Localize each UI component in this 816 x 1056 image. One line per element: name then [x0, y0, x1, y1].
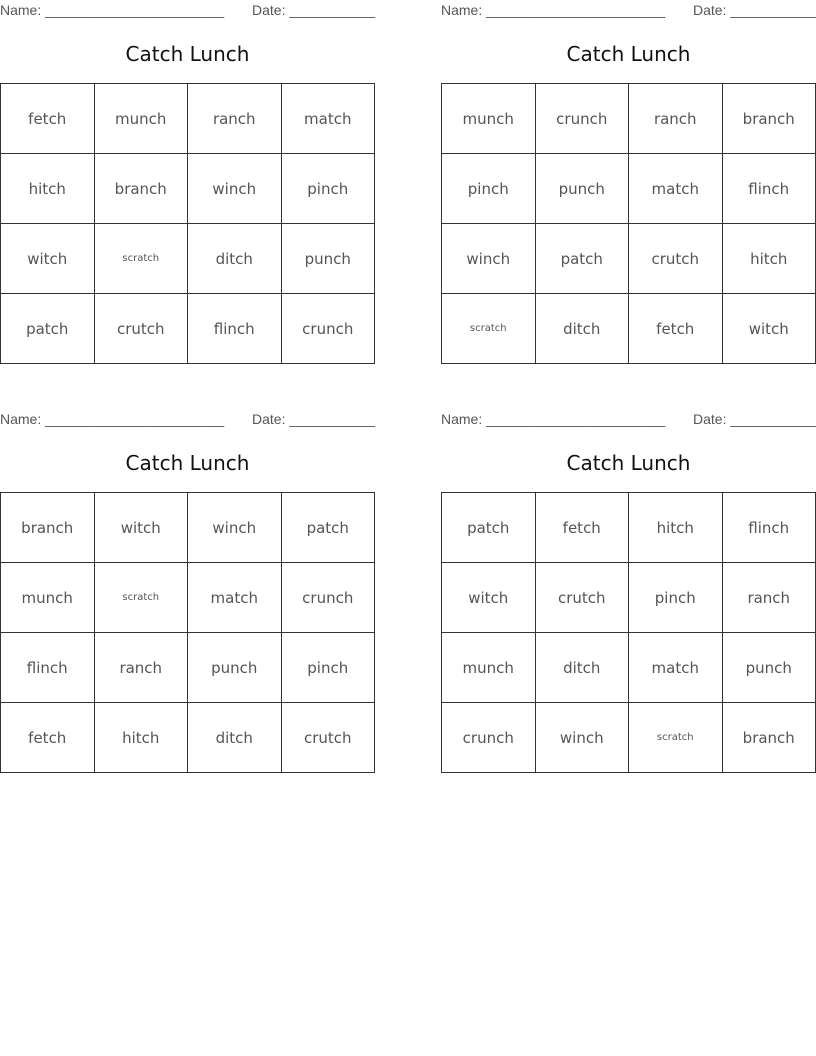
bingo-cell: patch — [442, 493, 536, 563]
bingo-cell: scratch — [94, 563, 188, 633]
bingo-cell: scratch — [629, 703, 723, 773]
bingo-card — [441, 409, 816, 774]
bingo-cell: flinch — [1, 633, 95, 703]
bingo-cell: match — [629, 633, 723, 703]
bingo-row — [1, 154, 375, 224]
bingo-cell: crunch — [535, 84, 629, 154]
bingo-cell: match — [281, 84, 375, 154]
bingo-cell: ranch — [188, 84, 282, 154]
bingo-cell: flinch — [722, 493, 816, 563]
bingo-row — [442, 294, 816, 364]
bingo-cell: ranch — [94, 633, 188, 703]
bingo-row — [442, 633, 816, 703]
bingo-cell: ditch — [535, 294, 629, 364]
name-field: Name: _______________________ — [0, 411, 225, 427]
bingo-cell: crutch — [94, 294, 188, 364]
bingo-row — [1, 563, 375, 633]
bingo-row — [1, 633, 375, 703]
bingo-cell: pinch — [629, 563, 723, 633]
bingo-cell: hitch — [1, 154, 95, 224]
bingo-cell: witch — [722, 294, 816, 364]
bingo-cell: match — [188, 563, 282, 633]
bingo-cell: flinch — [188, 294, 282, 364]
bingo-row — [1, 294, 375, 364]
bingo-cell: witch — [94, 493, 188, 563]
bingo-card — [441, 0, 816, 365]
name-date-row — [0, 2, 375, 20]
bingo-cell: punch — [535, 154, 629, 224]
bingo-cell: munch — [442, 84, 536, 154]
bingo-row — [442, 493, 816, 563]
bingo-cell: branch — [722, 703, 816, 773]
bingo-cell: punch — [722, 633, 816, 703]
bingo-grid — [0, 83, 375, 364]
name-date-row — [441, 2, 816, 20]
bingo-cell: fetch — [629, 294, 723, 364]
bingo-cell: patch — [281, 493, 375, 563]
name-field: Name: _______________________ — [0, 2, 225, 18]
bingo-grid — [0, 492, 375, 773]
bingo-row — [442, 84, 816, 154]
bingo-card — [0, 409, 375, 774]
bingo-row — [1, 493, 375, 563]
bingo-cell: scratch — [94, 224, 188, 294]
bingo-cell: ditch — [188, 703, 282, 773]
bingo-cell: witch — [442, 563, 536, 633]
bingo-row — [442, 563, 816, 633]
date-field: Date: ___________ — [693, 2, 816, 18]
bingo-cell: crutch — [281, 703, 375, 773]
card-title: Catch Lunch — [125, 42, 250, 66]
bingo-cell: patch — [535, 224, 629, 294]
bingo-cell: winch — [535, 703, 629, 773]
bingo-cell: ditch — [188, 224, 282, 294]
bingo-row — [1, 224, 375, 294]
bingo-cell: ranch — [629, 84, 723, 154]
name-date-row — [0, 411, 375, 429]
bingo-row — [442, 154, 816, 224]
bingo-cell: crunch — [442, 703, 536, 773]
name-field: Name: _______________________ — [441, 2, 666, 18]
date-field: Date: ___________ — [252, 411, 375, 427]
bingo-cell: fetch — [1, 703, 95, 773]
bingo-cell: crutch — [535, 563, 629, 633]
bingo-grid — [441, 492, 816, 773]
bingo-cell: winch — [442, 224, 536, 294]
bingo-cell: witch — [1, 224, 95, 294]
bingo-cell: crunch — [281, 563, 375, 633]
bingo-cell: crunch — [281, 294, 375, 364]
bingo-cell: pinch — [281, 154, 375, 224]
bingo-cell: patch — [1, 294, 95, 364]
bingo-card — [0, 0, 375, 365]
bingo-cell: branch — [94, 154, 188, 224]
bingo-row — [1, 703, 375, 773]
date-field: Date: ___________ — [693, 411, 816, 427]
bingo-cell: fetch — [1, 84, 95, 154]
date-field: Date: ___________ — [252, 2, 375, 18]
bingo-cell: flinch — [722, 154, 816, 224]
bingo-cell: crutch — [629, 224, 723, 294]
bingo-cell: scratch — [442, 294, 536, 364]
bingo-cell: hitch — [94, 703, 188, 773]
bingo-row — [442, 703, 816, 773]
bingo-row — [1, 84, 375, 154]
bingo-row — [442, 224, 816, 294]
bingo-cell: winch — [188, 493, 282, 563]
name-field: Name: _______________________ — [441, 411, 666, 427]
bingo-cell: ranch — [722, 563, 816, 633]
bingo-cell: branch — [1, 493, 95, 563]
name-date-row — [441, 411, 816, 429]
bingo-cell: punch — [281, 224, 375, 294]
bingo-cell: fetch — [535, 493, 629, 563]
bingo-grid — [441, 83, 816, 364]
bingo-cell: hitch — [722, 224, 816, 294]
bingo-cell: pinch — [442, 154, 536, 224]
bingo-cell: ditch — [535, 633, 629, 703]
bingo-cell: winch — [188, 154, 282, 224]
card-title: Catch Lunch — [125, 451, 250, 475]
bingo-cell: munch — [1, 563, 95, 633]
bingo-cell: branch — [722, 84, 816, 154]
card-title: Catch Lunch — [566, 451, 691, 475]
bingo-cell: munch — [94, 84, 188, 154]
card-title: Catch Lunch — [566, 42, 691, 66]
bingo-cell: match — [629, 154, 723, 224]
bingo-cell: hitch — [629, 493, 723, 563]
bingo-cell: munch — [442, 633, 536, 703]
bingo-cell: punch — [188, 633, 282, 703]
bingo-cell: pinch — [281, 633, 375, 703]
